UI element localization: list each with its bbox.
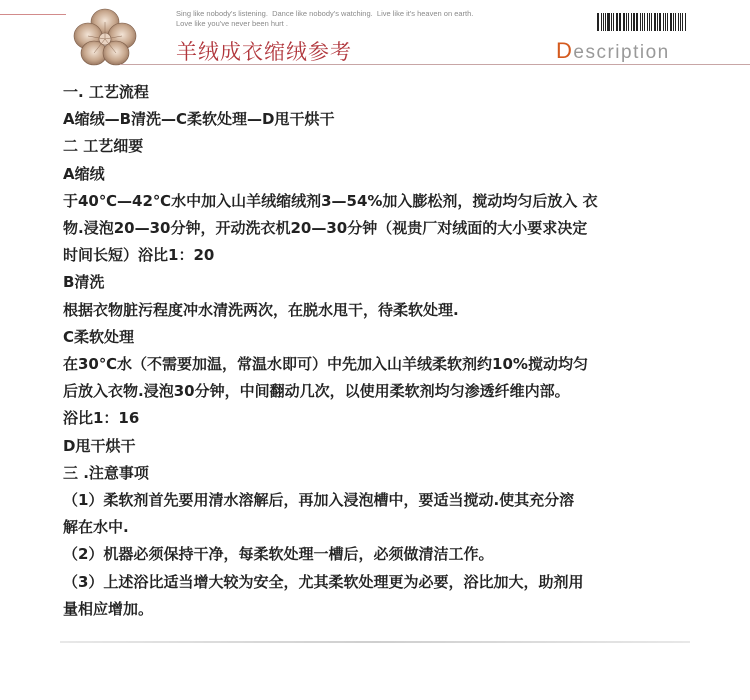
barcode-stripe xyxy=(616,13,618,31)
barcode-stripe xyxy=(663,13,664,31)
barcode-stripe xyxy=(665,13,666,31)
subsection-heading: D甩干烘干 xyxy=(63,436,136,455)
barcode-stripe xyxy=(603,13,604,31)
barcode-stripe xyxy=(659,13,662,31)
barcode-stripe xyxy=(675,13,676,31)
paragraph-line: 浴比1：16 xyxy=(63,409,140,428)
paragraph-line: 物.浸泡20—30分钟，开动洗衣机20—30分钟（视贵厂对绒面的大小要求决定 xyxy=(63,219,588,238)
barcode-stripe xyxy=(619,13,620,31)
paragraph-line: 于40℃—42℃水中加入山羊绒缩绒剂3—54%加入膨松剂，搅动均匀后放入 衣 xyxy=(63,191,598,210)
subsection-heading: B清洗 xyxy=(63,273,105,292)
process-flow: A缩绒—B清洗—C柔软处理—D甩干烘干 xyxy=(63,110,335,129)
barcode-stripe xyxy=(611,13,612,31)
description-initial: D xyxy=(556,38,574,63)
barcode-stripe xyxy=(640,13,641,31)
barcode-stripe xyxy=(642,13,643,31)
barcode-stripe xyxy=(623,13,625,31)
barcode-stripe xyxy=(636,13,638,31)
barcode-stripe xyxy=(685,13,686,31)
footer-divider xyxy=(60,641,690,643)
note-item: 量相应增加。 xyxy=(63,599,154,618)
section-heading: 三 .注意事项 xyxy=(63,463,149,482)
paragraph-line: 在30℃水（不需要加温，常温水即可）中先加入山羊绒柔软剂约10%搅动均匀 xyxy=(63,355,588,374)
barcode-stripe xyxy=(682,13,683,31)
section-heading: 一. 工艺流程 xyxy=(63,83,149,101)
barcode-stripe xyxy=(657,13,658,31)
paragraph-line: 后放入衣物.浸泡30分钟，中间翻动几次，以使用柔软剂均匀渗透纤维内部。 xyxy=(63,382,570,401)
note-item: （1）柔软剂首先要用清水溶解后，再加入浸泡槽中，要适当搅动.使其充分溶 xyxy=(63,491,575,510)
description-heading xyxy=(556,38,670,64)
subsection-heading: A缩绒 xyxy=(63,164,105,183)
header-tagline xyxy=(176,9,473,29)
barcode-stripe xyxy=(680,13,681,31)
header-left-rule xyxy=(0,14,66,15)
tagline-line-1: Sing like nobody's listening. Dance like nobody's watching. Live like it's heaven on earth. xyxy=(176,9,474,18)
barcode-stripe xyxy=(620,13,621,31)
paragraph-line: 时间长短）浴比1：20 xyxy=(63,246,215,265)
page-title: 羊绒成衣缩绒参考 xyxy=(176,40,352,64)
barcode-stripe xyxy=(651,13,652,31)
barcode-stripe xyxy=(670,13,672,31)
note-item: （2）机器必须保持干净，每柔软处理一槽后，必须做清洁工作。 xyxy=(63,545,494,564)
note-item: 解在水中. xyxy=(63,518,129,537)
barcode-stripe xyxy=(607,13,610,31)
subsection-heading: C柔软处理 xyxy=(63,327,135,346)
barcode-stripe xyxy=(654,13,656,31)
barcode-stripe xyxy=(631,13,632,31)
barcode-stripe xyxy=(649,13,650,31)
barcode-icon xyxy=(597,13,687,31)
flower-logo-icon xyxy=(70,6,140,68)
barcode-stripe xyxy=(628,13,629,31)
section-heading: 二 工艺细要 xyxy=(63,137,144,156)
barcode-stripe xyxy=(633,13,636,31)
barcode-stripe xyxy=(605,13,606,31)
barcode-stripe xyxy=(644,13,645,31)
note-item: （3）上述浴比适当增大较为安全，尤其柔软处理更为必要，浴比加大，助剂用 xyxy=(63,572,584,591)
barcode-stripe xyxy=(678,13,680,31)
description-rest: escription xyxy=(573,42,670,63)
paragraph-line: 根据衣物脏污程度冲水清洗两次，在脱水甩干，待柔软处理. xyxy=(63,300,459,319)
tagline-line-2: Love like you've never been hurt . xyxy=(176,19,288,28)
barcode-stripe xyxy=(673,13,674,31)
barcode-stripe xyxy=(626,13,627,31)
barcode-stripe xyxy=(613,13,614,31)
barcode-stripe xyxy=(667,13,668,31)
article-body xyxy=(63,79,703,623)
header-rule xyxy=(120,64,750,65)
barcode-stripe xyxy=(647,13,649,31)
barcode-stripe xyxy=(597,13,599,31)
barcode-stripe xyxy=(601,13,602,31)
page-header xyxy=(0,0,750,70)
